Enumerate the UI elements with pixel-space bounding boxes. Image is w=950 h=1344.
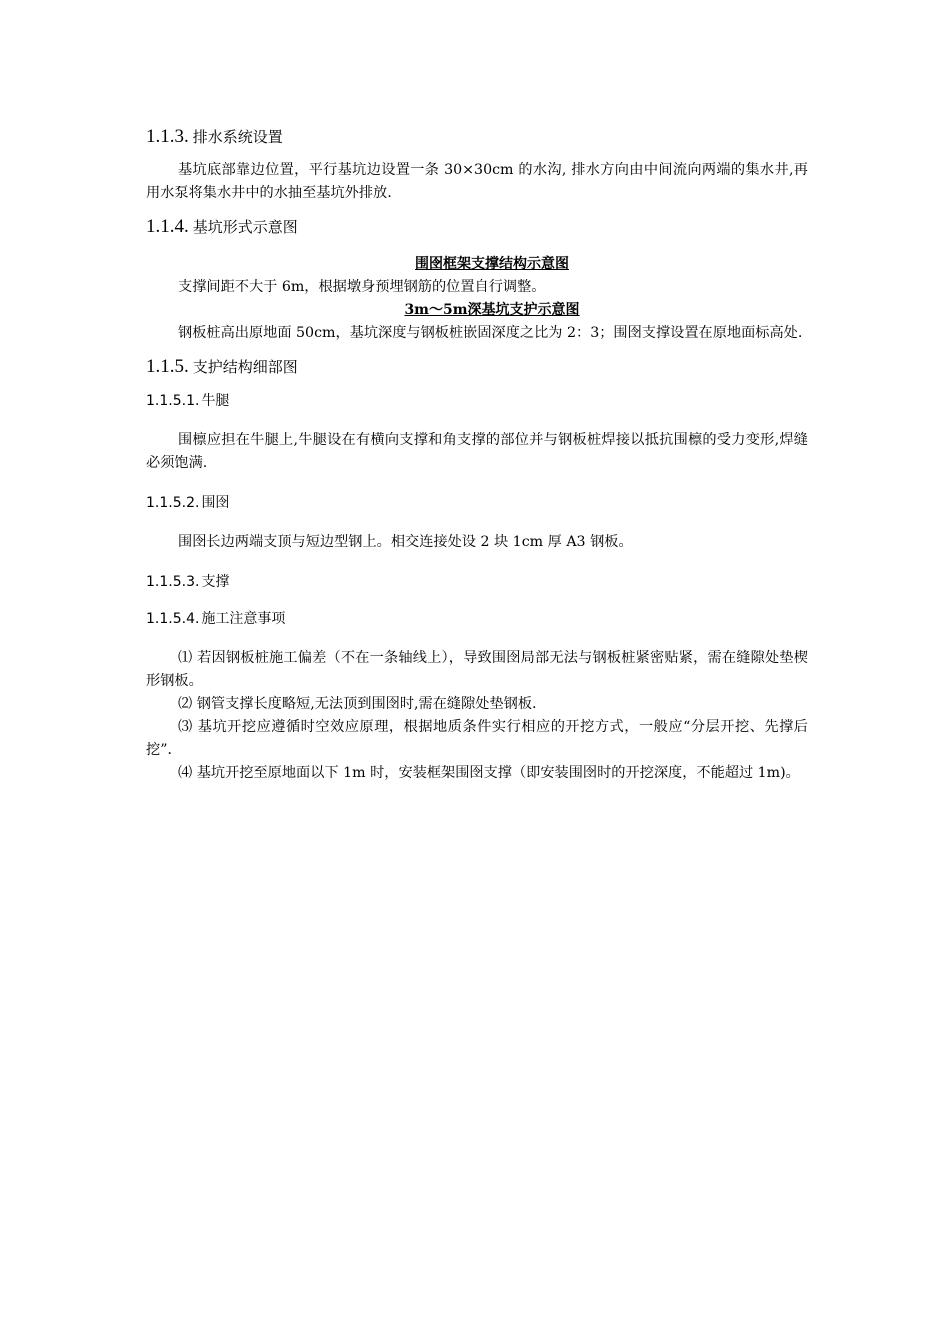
- document-page: [146, 124, 808, 785]
- subheading-title: 施工注意事项: [201, 611, 286, 627]
- heading-title: 支护结构细部图: [192, 358, 298, 376]
- heading-title: 基坑形式示意图: [192, 218, 298, 236]
- paragraph-drainage: 基坑底部靠边位置，平行基坑边设置一条 30×30cm 的水沟, 排水方向由中间流向两端的集水井,再用水泵将集水井中的水抽至基坑外排放.: [146, 162, 808, 201]
- heading-1-1-5-3: [146, 570, 808, 594]
- subheading-number: 1.1.5.2.: [146, 495, 200, 511]
- heading-title: 排水系统设置: [192, 128, 283, 146]
- heading-number: 1.1.3.: [146, 126, 189, 147]
- subheading-title: 围囹: [201, 495, 230, 511]
- heading-1-1-5-4: [146, 607, 808, 631]
- heading-1-1-5-2: [146, 491, 808, 515]
- list-item-notice-1: ⑴ 若因钢板桩施工偏差（不在一条轴线上），导致围囹局部无法与钢板桩紧密贴紧，需在缝隙处垫楔形钢板。: [146, 650, 808, 689]
- subheading-number: 1.1.5.1.: [146, 393, 200, 409]
- figure-caption-frame-support: 围囹框架支撑结构示意图: [415, 256, 569, 272]
- subheading-title: 支撑: [201, 574, 230, 590]
- heading-1-1-4: [146, 214, 808, 240]
- paragraph-support-spacing: 支撑间距不大于 6m，根据墩身预埋钢筋的位置自行调整。: [178, 279, 546, 295]
- subheading-title: 牛腿: [201, 393, 230, 409]
- figure-caption-pit-support: 3m～5m深基坑支护示意图: [404, 302, 580, 318]
- list-item-notice-2: ⑵ 钢管支撑长度略短,无法顶到围囹时,需在缝隙处垫钢板.: [178, 696, 537, 712]
- heading-1-1-5: [146, 354, 808, 380]
- heading-number: 1.1.4.: [146, 216, 189, 237]
- paragraph-waling: 围囹长边两端支顶与短边型钢上。相交连接处设 2 块 1cm 厚 A3 钢板。: [178, 534, 633, 550]
- subheading-number: 1.1.5.3.: [146, 574, 200, 590]
- subheading-number: 1.1.5.4.: [146, 611, 200, 627]
- heading-1-1-3: [146, 124, 808, 150]
- paragraph-sheet-pile-height: 钢板桩高出原地面 50cm，基坑深度与钢板桩嵌固深度之比为 2：3；围囹支撑设置在原地面标高处.: [178, 325, 803, 341]
- heading-number: 1.1.5.: [146, 356, 189, 377]
- list-item-notice-4: ⑷ 基坑开挖至原地面以下 1m 时，安装框架围囹支撑（即安装围囹时的开挖深度，不能超过 1m)。: [178, 765, 800, 781]
- list-item-notice-3: ⑶ 基坑开挖应遵循时空效应原理，根据地质条件实行相应的开挖方式，一般应“分层开挖、先撑后挖”．: [146, 719, 808, 758]
- heading-1-1-5-1: [146, 389, 808, 413]
- paragraph-bracket: 围檩应担在牛腿上,牛腿设在有横向支撑和角支撑的部位并与钢板桩焊接以抵抗围檩的受力变形,焊缝必须饱满.: [146, 432, 808, 471]
